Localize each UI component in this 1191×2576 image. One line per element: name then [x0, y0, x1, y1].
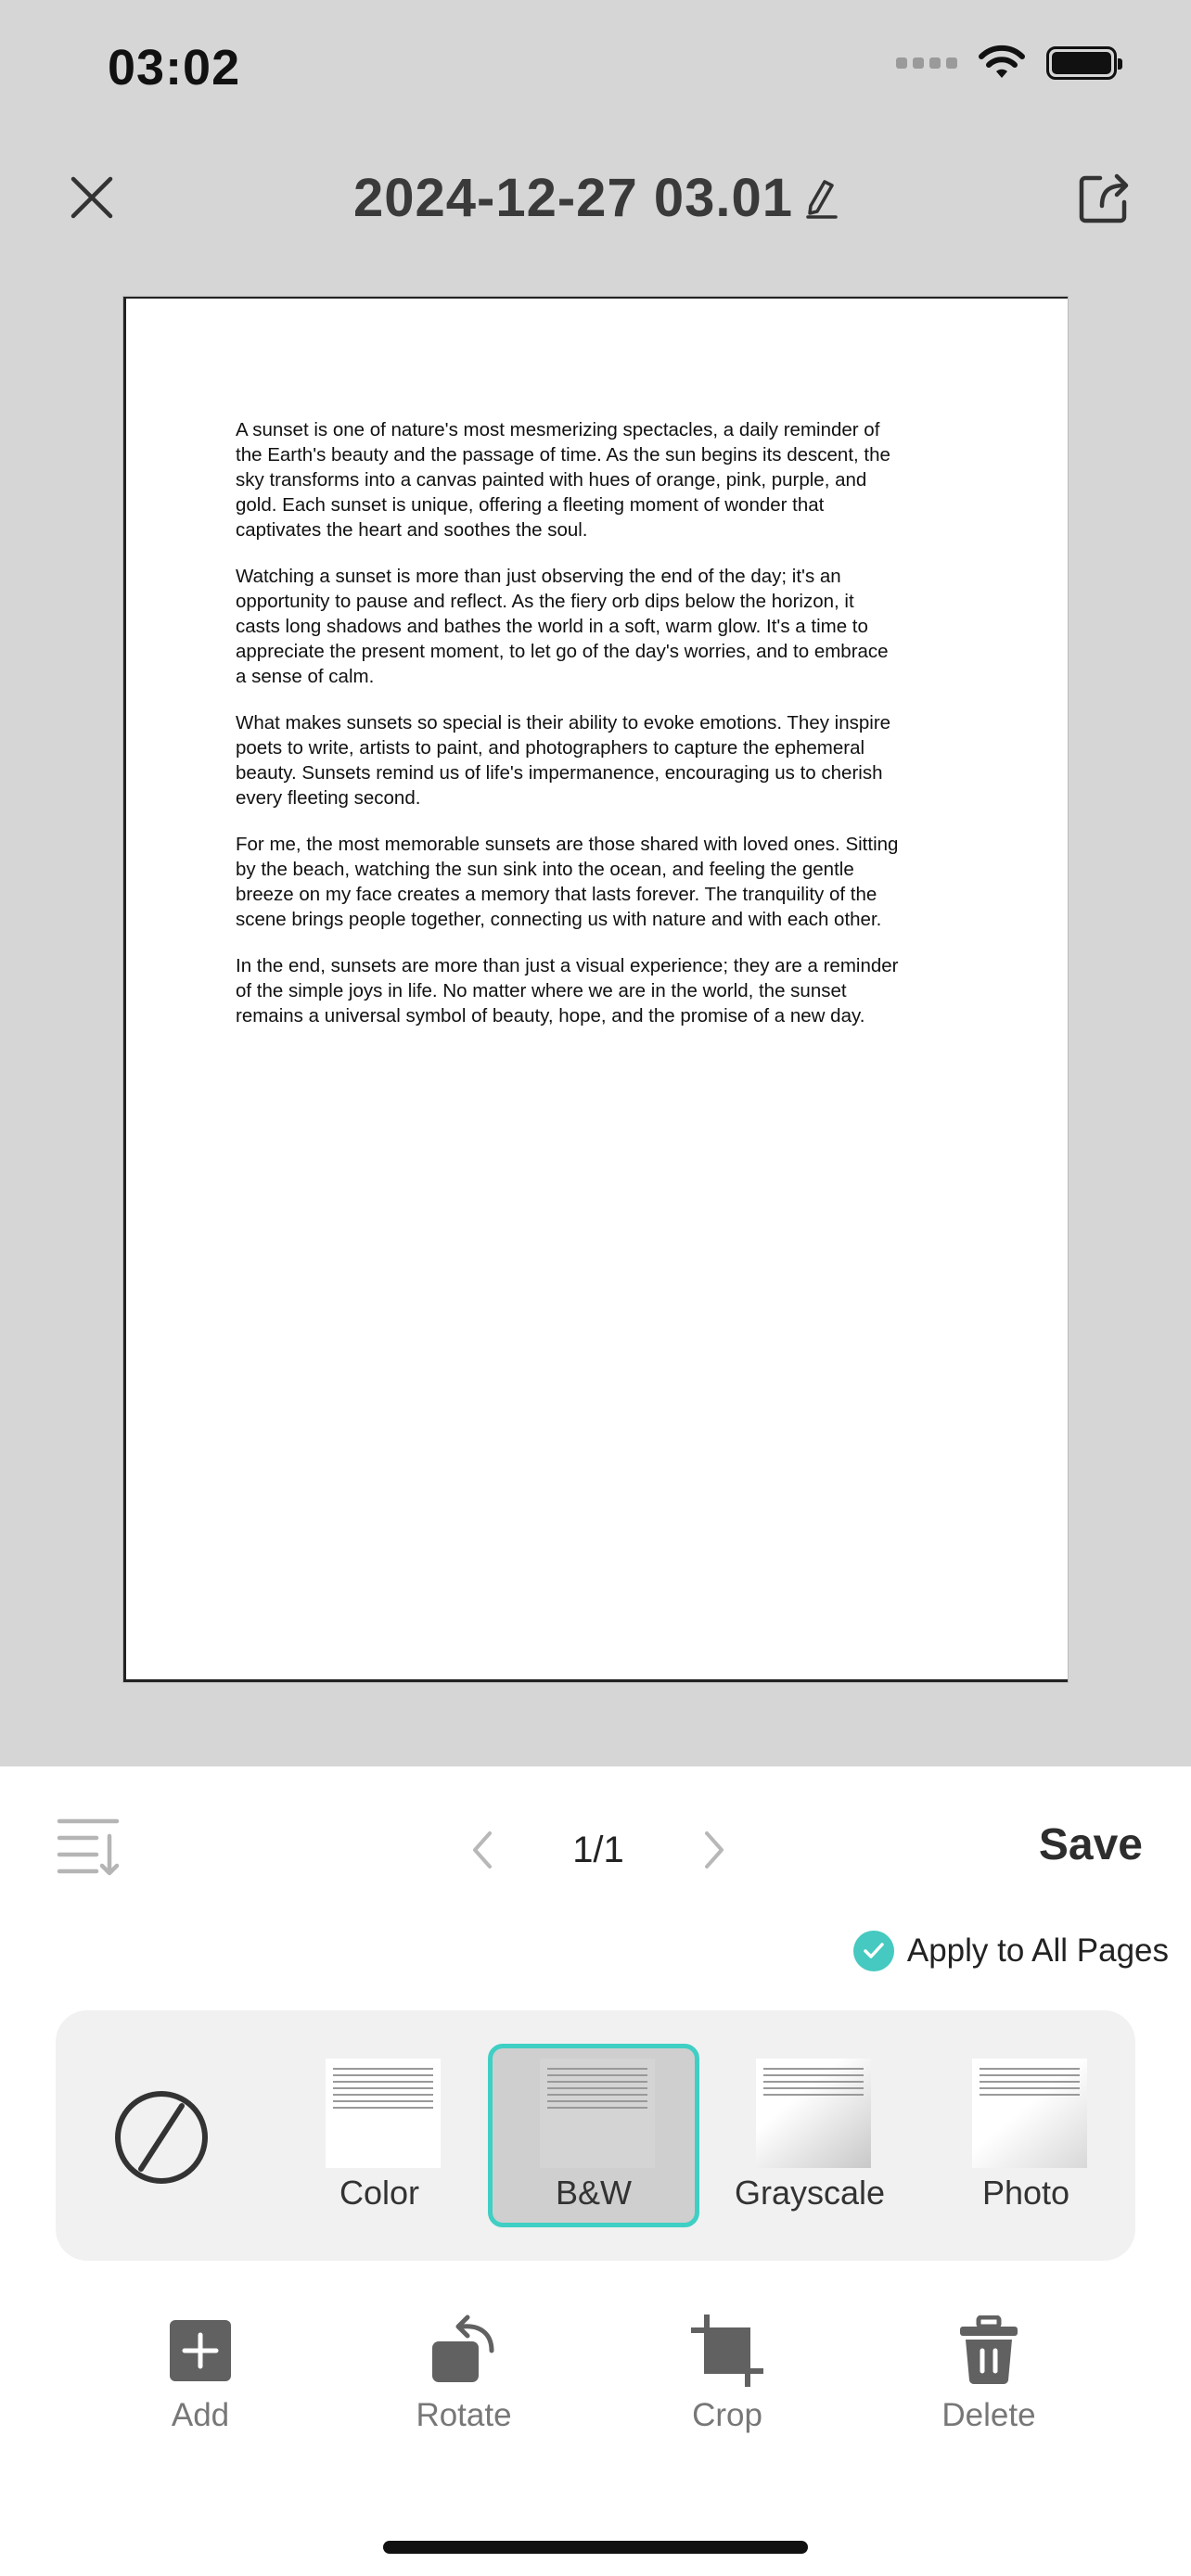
- rotate-icon: [427, 2314, 501, 2388]
- page-indicator: 1/1: [572, 1829, 624, 1870]
- previous-page-button[interactable]: [464, 1827, 501, 1873]
- rotate-button[interactable]: [371, 2314, 557, 2434]
- document-paragraph: What makes sunsets so special is their ability to evoke emotions. They inspire poets to write, artists to paint, and photographers to capture the ephemeral beauty. Sunsets remind us of life's impermanence, encouraging us to cherish every fleeting second.: [236, 712, 891, 809]
- delete-button[interactable]: [896, 2314, 1082, 2434]
- apply-to-all-toggle[interactable]: [853, 1931, 1169, 1971]
- share-icon: [1074, 169, 1133, 228]
- filter-photo[interactable]: [920, 2044, 1132, 2227]
- next-page-button[interactable]: [696, 1827, 733, 1873]
- document-paragraph: Watching a sunset is more than just observing the end of the day; it's an opportunity to pause and reflect. As the fiery orb dips below the horizon, it casts long shadows and bathes the world in a soft, warm glow. It's a time to appreciate the present moment, to let go of the day's worries, and to embrace a sense of calm.: [236, 566, 889, 687]
- rotate-label: Rotate: [416, 2397, 512, 2433]
- chevron-right-icon: [703, 1830, 725, 1870]
- document-paragraph: In the end, sunsets are more than just a visual experience; they are a reminder of the simple joys in life. No matter where we are in the world, the sunset remains a universal symbol of beauty, hope, and the promise of a new day.: [236, 955, 899, 1027]
- filter-strip: [56, 2010, 1135, 2261]
- save-button[interactable]: Save: [1038, 1820, 1143, 1869]
- filter-label: Color: [339, 2174, 420, 2212]
- trash-icon: [956, 2315, 1021, 2386]
- checkmark-icon: [853, 1931, 894, 1971]
- add-button[interactable]: [108, 2314, 293, 2434]
- document-page: [123, 297, 1068, 1682]
- cellular-signal-icon: [896, 57, 957, 69]
- document-paragraph: A sunset is one of nature's most mesmerizing spectacles, a daily reminder of the Earth's beauty and the passage of time. As the sun begins its descent, the sky transforms into a canvas painted with hues of orange, pink, purple, and gold. Each sunset is unique, offering a fleeting moment of wonder that captivates the heart and soothes the soul.: [236, 419, 890, 541]
- no-filter-icon: [113, 2089, 210, 2186]
- filter-bw[interactable]: [488, 2044, 699, 2227]
- wifi-icon: [978, 45, 1026, 82]
- crop-button[interactable]: [634, 2314, 820, 2434]
- filter-thumbnail: [326, 2059, 441, 2168]
- sort-list-icon: [56, 1816, 126, 1881]
- delete-label: Delete: [941, 2397, 1036, 2433]
- home-indicator: [383, 2541, 808, 2554]
- filter-grayscale[interactable]: [704, 2044, 916, 2227]
- document-body: [236, 417, 903, 1050]
- filter-label: Photo: [981, 2174, 1070, 2212]
- status-time: 03:02: [108, 40, 241, 96]
- document-title-text: 2024-12-27 03.01: [353, 168, 793, 228]
- filter-color[interactable]: [274, 2044, 485, 2227]
- reorder-button[interactable]: [56, 1816, 126, 1881]
- page-navigator: [464, 1822, 733, 1878]
- add-page-icon: [168, 2318, 233, 2383]
- tool-bar: [0, 2314, 1191, 2443]
- share-button[interactable]: [1074, 169, 1133, 228]
- apply-to-all-label: Apply to All Pages: [906, 1932, 1169, 1969]
- add-label: Add: [171, 2397, 230, 2433]
- filter-label: B&W: [555, 2174, 632, 2212]
- filter-thumbnail: [540, 2059, 655, 2168]
- crop-label: Crop: [692, 2397, 762, 2433]
- filter-thumbnail: [756, 2059, 871, 2168]
- document-title[interactable]: [353, 167, 838, 229]
- chevron-left-icon: [471, 1830, 493, 1870]
- document-paragraph: For me, the most memorable sunsets are those shared with loved ones. Sitting by the beach, watching the sun sink into the ocean, and feeling the gentle breeze on my face creates a memory that lasts forever. The tranquility of the scene brings people together, connecting us with nature and with each other.: [236, 834, 899, 930]
- filter-thumbnail: [972, 2059, 1087, 2168]
- edit-pencil-icon: [806, 178, 838, 219]
- crop-icon: [690, 2314, 764, 2388]
- status-icons: [896, 45, 1117, 82]
- battery-icon: [1046, 46, 1117, 80]
- no-filter-button[interactable]: [113, 2089, 210, 2186]
- filter-label: Grayscale: [734, 2174, 886, 2212]
